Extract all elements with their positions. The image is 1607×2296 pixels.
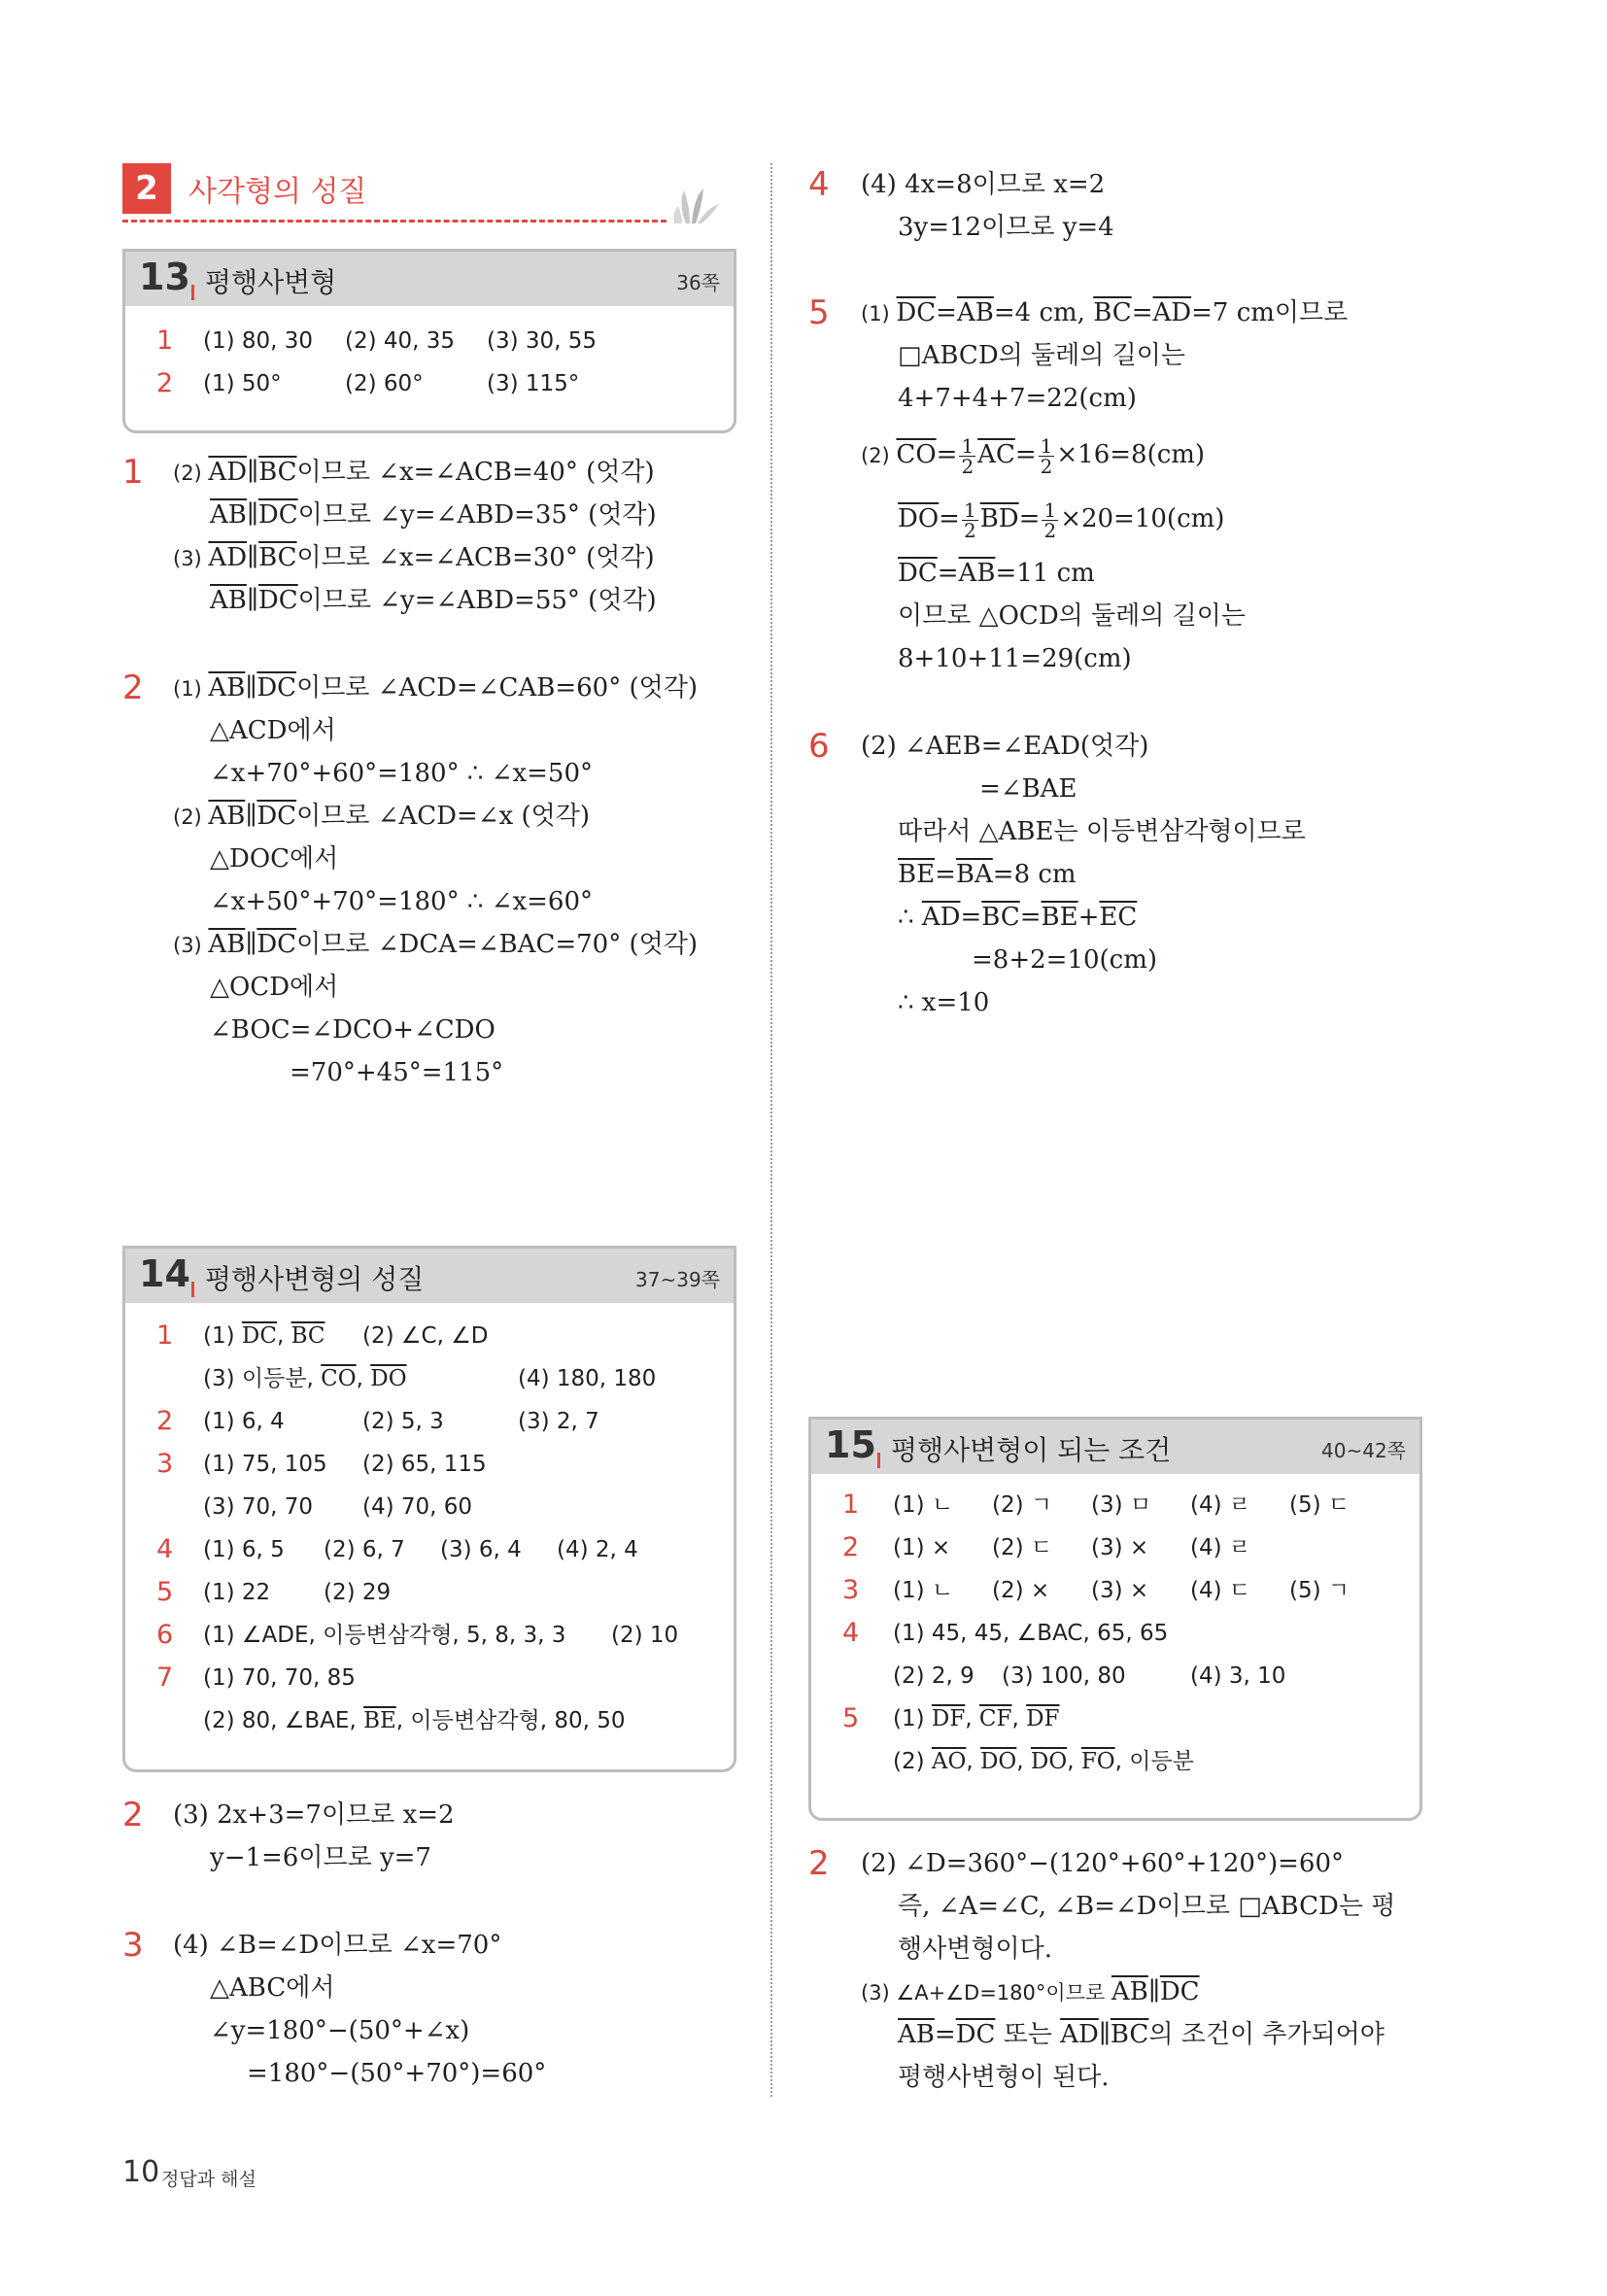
box-14 — [122, 1246, 736, 1772]
q13-1-line-2: $\overline{AB}\parallel\overline{DC}$이므로 ∠y=∠ABD=35° (엇각) — [210, 500, 657, 530]
q13-4-line-2: 3y=12이므로 y=4 — [898, 213, 1114, 242]
box-15-r1-b: (2) ㄱ — [992, 1492, 1053, 1518]
box-15-r2-d: (4) ㄹ — [1190, 1535, 1251, 1560]
box-15-num-1: 1 — [842, 1490, 860, 1520]
q14-3-line-4: =180°−(50°+70°)=60° — [247, 2059, 547, 2088]
box-14-r3b-a: (3) 70, 70 — [203, 1494, 314, 1520]
box-15-num-3: 3 — [842, 1575, 860, 1605]
box-15-num-4: 4 — [842, 1618, 860, 1648]
box-14-r1a-2: (2) ∠C, ∠D — [362, 1323, 489, 1349]
box-15-r1-c: (3) ㅁ — [1091, 1492, 1152, 1518]
q13-5-line-5: $\overline{DO}=$ $\frac{1}{2}$ $\overline{BD}=$ $\frac{1}{2}$ ×20=10(cm) — [898, 497, 1225, 542]
box-14-r1a-1: (1) $\overline{DC}$, $\overline{BC}$ — [203, 1323, 325, 1349]
box-13-row-2-num: 2 — [156, 368, 174, 398]
box-15-num-2: 2 — [842, 1532, 860, 1562]
q13-5-line-1: (1) $\overline{DC}=\overline{AB}=4$ cm, $\overline{BC}=\overline{AD}=7$ cm이므로 — [861, 298, 1349, 327]
box-14-num-7: 7 — [156, 1662, 174, 1693]
box-15-r3-e: (5) ㄱ — [1289, 1578, 1351, 1603]
q13-4-line-1: (4) 4x=8이므로 x=2 — [861, 170, 1106, 199]
box-13-row-2-a: (1) 50° — [203, 371, 282, 396]
box-13-row-2-b: (2) 60° — [345, 371, 424, 396]
q13-1-line-1: (2) $\overline{AD}\parallel\overline{BC}$이므로 ∠x=∠ACB=40° (엇각) — [173, 458, 655, 487]
q13-5-line-2: □ABCD의 둘레의 길이는 — [898, 341, 1186, 370]
q13-5-line-7: 이므로 △OCD의 둘레의 길이는 — [898, 601, 1247, 631]
q13-4-number: 4 — [808, 165, 830, 204]
q13-5-line-8: 8+10+11=29(cm) — [898, 644, 1132, 673]
q14-2-line-2: y−1=6이므로 y=7 — [210, 1843, 431, 1872]
plant-decoration-icon — [668, 185, 727, 227]
q13-5-line-6: $\overline{DC}=\overline{AB}=11$ cm — [898, 559, 1095, 588]
q15-2-line-1: (2) ∠D=360°−(120°+60°+120°)=60° — [861, 1849, 1344, 1878]
box-13-row-1-a: (1) 80, 30 — [203, 328, 314, 354]
q13-2-line-1: (1) $\overline{AB}\parallel\overline{DC}$이므로 ∠ACD=∠CAB=60° (엇각) — [173, 673, 698, 703]
q14-3-line-1: (4) ∠B=∠D이므로 ∠x=70° — [173, 1931, 502, 1960]
q13-2-line-9: ∠BOC=∠DCO+∠CDO — [210, 1015, 496, 1045]
q13-1-line-3: (3) $\overline{AD}\parallel\overline{BC}$이므로 ∠x=∠ACB=30° (엇각) — [173, 543, 655, 572]
box-15-r3-a: (1) ㄴ — [893, 1578, 954, 1603]
q13-2-line-6: ∠x+50°+70°=180° ∴ ∠x=60° — [210, 887, 593, 916]
box-14-r3a-a: (1) 75, 105 — [203, 1452, 327, 1477]
section-divider — [122, 220, 667, 223]
section-number-badge: 2 — [122, 163, 171, 214]
q13-6-line-5: ∴ $\overline{AD}=\overline{BC}=\overline{BE}+\overline{EC}$ — [898, 903, 1138, 932]
box-14-num-6: 6 — [156, 1620, 174, 1650]
box-14-r1b-2: (4) 180, 180 — [518, 1366, 657, 1391]
q13-6-number: 6 — [808, 727, 830, 766]
box-14-number: 14 — [139, 1252, 190, 1295]
box-15-r5b: (2) $\overline{AO}$, $\overline{DO}$, $\overline{DO}$, $\overline{FO}$, 이등분 — [893, 1749, 1194, 1774]
box-14-r1b-1: (3) 이등분, $\overline{CO}$, $\overline{DO}$ — [203, 1366, 407, 1391]
box-15-r2-b: (2) ㄷ — [992, 1535, 1053, 1560]
box-14-r2-b: (2) 5, 3 — [362, 1409, 444, 1434]
q15-2-line-4: (3) ∠A+∠D=180°이므로 $\overline{AB}\parallel\overline{DC}$ — [861, 1977, 1200, 2006]
q13-2-line-7: (3) $\overline{AB}\parallel\overline{DC}$이므로 ∠DCA=∠BAC=70° (엇각) — [173, 930, 698, 959]
box-14-r4-a: (1) 6, 5 — [203, 1537, 285, 1562]
box-14-num-3: 3 — [156, 1449, 174, 1479]
box-15-r5a: (1) $\overline{DF}$, $\overline{CF}$, $\overline{DF}$ — [893, 1706, 1060, 1731]
q13-6-line-4: $\overline{BE}=\overline{BA}=8$ cm — [898, 860, 1077, 889]
box-15-r3-c: (3) × — [1091, 1578, 1149, 1603]
q13-1-number: 1 — [122, 453, 144, 492]
fraction-half: $\frac{1}{2}$ — [1040, 433, 1053, 478]
box-13-page: 36쪽 — [676, 271, 720, 294]
box-14-r4-b: (2) 6, 7 — [324, 1537, 405, 1562]
box-14-r7a: (1) 70, 70, 85 — [203, 1665, 356, 1691]
box-15-r4b-b: (3) 100, 80 — [1002, 1663, 1126, 1689]
box-15-r3-d: (4) ㄷ — [1190, 1578, 1251, 1603]
box-13-row-1-b: (2) 40, 35 — [345, 328, 456, 354]
box-15-r4a: (1) 45, 45, ∠BAC, 65, 65 — [893, 1621, 1169, 1646]
box-14-r3b-b: (4) 70, 60 — [362, 1494, 473, 1520]
q13-2-line-2: △ACD에서 — [210, 716, 336, 745]
q14-3-line-3: ∠y=180°−(50°+∠x) — [210, 2016, 470, 2045]
q15-2-line-2: 즉, ∠A=∠C, ∠B=∠D이므로 □ABCD는 평 — [898, 1892, 1396, 1921]
column-divider — [770, 163, 772, 2097]
box-15-r1-a: (1) ㄴ — [893, 1492, 954, 1518]
box-14-r5-a: (1) 22 — [203, 1580, 271, 1605]
box-13-row-1-c: (3) 30, 55 — [487, 328, 598, 354]
footer-label: 정답과 해설 — [161, 2169, 256, 2190]
box-14-r6-a: (1) ∠ADE, 이등변삼각형, 5, 8, 3, 3 — [203, 1623, 566, 1648]
q13-2-line-5: △DOC에서 — [210, 844, 339, 874]
q13-6-line-7: ∴ x=10 — [898, 988, 990, 1017]
box-15-page: 40~42쪽 — [1321, 1439, 1406, 1462]
q13-2-number: 2 — [122, 668, 144, 707]
q14-2-line-1: (3) 2x+3=7이므로 x=2 — [173, 1800, 455, 1830]
box-14-r6-b: (2) 10 — [611, 1623, 679, 1648]
q13-6-line-3: 따라서 △ABE는 이등변삼각형이므로 — [898, 817, 1306, 846]
q13-2-line-3: ∠x+70°+60°=180° ∴ ∠x=50° — [210, 759, 593, 788]
box-14-r2-a: (1) 6, 4 — [203, 1409, 285, 1434]
box-14-title: 평행사변형의 성질 — [205, 1263, 425, 1295]
box-15-r1-e: (5) ㄷ — [1289, 1492, 1351, 1518]
box-15-r1-d: (4) ㄹ — [1190, 1492, 1251, 1518]
box-14-r4-c: (3) 6, 4 — [440, 1537, 522, 1562]
box-14-r3a-b: (2) 65, 115 — [362, 1452, 487, 1477]
box-13-number: 13 — [139, 256, 190, 298]
q13-5-line-3: 4+7+4+7=22(cm) — [898, 384, 1137, 413]
q13-1-line-4: $\overline{AB}\parallel\overline{DC}$이므로 ∠y=∠ABD=55° (엇각) — [210, 586, 657, 615]
fraction-half: $\frac{1}{2}$ — [1043, 497, 1057, 542]
q14-3-line-2: △ABC에서 — [210, 1973, 335, 2003]
box-13 — [122, 249, 736, 433]
box-15-title: 평행사변형이 되는 조건 — [891, 1434, 1172, 1466]
box-14-num-1: 1 — [156, 1320, 174, 1351]
box-14-num-4: 4 — [156, 1534, 174, 1564]
box-14-r7b: (2) 80, ∠BAE, $\overline{BE}$, 이등변삼각형, 80, 50 — [203, 1708, 626, 1733]
box-13-row-1-num: 1 — [156, 326, 174, 356]
q13-5-number: 5 — [808, 293, 830, 332]
fraction-half: $\frac{1}{2}$ — [961, 433, 974, 478]
q15-2-line-5: $\overline{AB}=\overline{DC}$ 또는 $\overline{AD}\parallel\overline{BC}$의 조건이 추가되어야 — [898, 2020, 1385, 2049]
q14-3-number: 3 — [122, 1926, 144, 1965]
q13-6-line-6: =8+2=10(cm) — [972, 945, 1158, 975]
q13-6-line-2: =∠BAE — [979, 774, 1077, 804]
box-15-r2-a: (1) × — [893, 1535, 951, 1560]
q13-5-line-4: (2) $\overline{CO}=$ $\frac{1}{2}$ $\overline{AC}=$ $\frac{1}{2}$ ×16=8(cm) — [861, 433, 1206, 478]
box-15-r3-b: (2) × — [992, 1578, 1050, 1603]
q13-2-line-4: (2) $\overline{AB}\parallel\overline{DC}$이므로 ∠ACD=∠x (엇각) — [173, 802, 591, 831]
q15-2-number: 2 — [808, 1844, 830, 1883]
box-14-r2-c: (3) 2, 7 — [518, 1409, 599, 1434]
q15-2-line-3: 행사변형이다. — [898, 1935, 1052, 1964]
box-15-r2-c: (3) × — [1091, 1535, 1149, 1560]
q15-2-line-6: 평행사변형이 된다. — [898, 2063, 1110, 2092]
box-14-num-5: 5 — [156, 1577, 174, 1607]
box-13-title: 평행사변형 — [205, 266, 337, 298]
box-14-num-2: 2 — [156, 1406, 174, 1436]
page-number: 10 — [122, 2155, 160, 2189]
q13-2-line-10: =70°+45°=115° — [290, 1058, 504, 1087]
q13-2-line-8: △OCD에서 — [210, 973, 339, 1002]
section-title: 사각형의 성질 — [188, 175, 367, 209]
box-15-r4b-a: (2) 2, 9 — [893, 1663, 974, 1689]
q14-2-number: 2 — [122, 1796, 144, 1834]
box-14-r5-b: (2) 29 — [324, 1580, 392, 1605]
fraction-half: $\frac{1}{2}$ — [963, 497, 976, 542]
box-15-number: 15 — [825, 1423, 876, 1466]
box-15-r4b-c: (4) 3, 10 — [1190, 1663, 1286, 1689]
box-14-r4-d: (4) 2, 4 — [557, 1537, 638, 1562]
box-15-num-5: 5 — [842, 1703, 860, 1733]
q13-6-line-1: (2) ∠AEB=∠EAD(엇각) — [861, 732, 1149, 761]
box-15 — [808, 1417, 1422, 1821]
box-13-row-2-c: (3) 115° — [487, 371, 580, 396]
box-14-page: 37~39쪽 — [635, 1268, 720, 1291]
